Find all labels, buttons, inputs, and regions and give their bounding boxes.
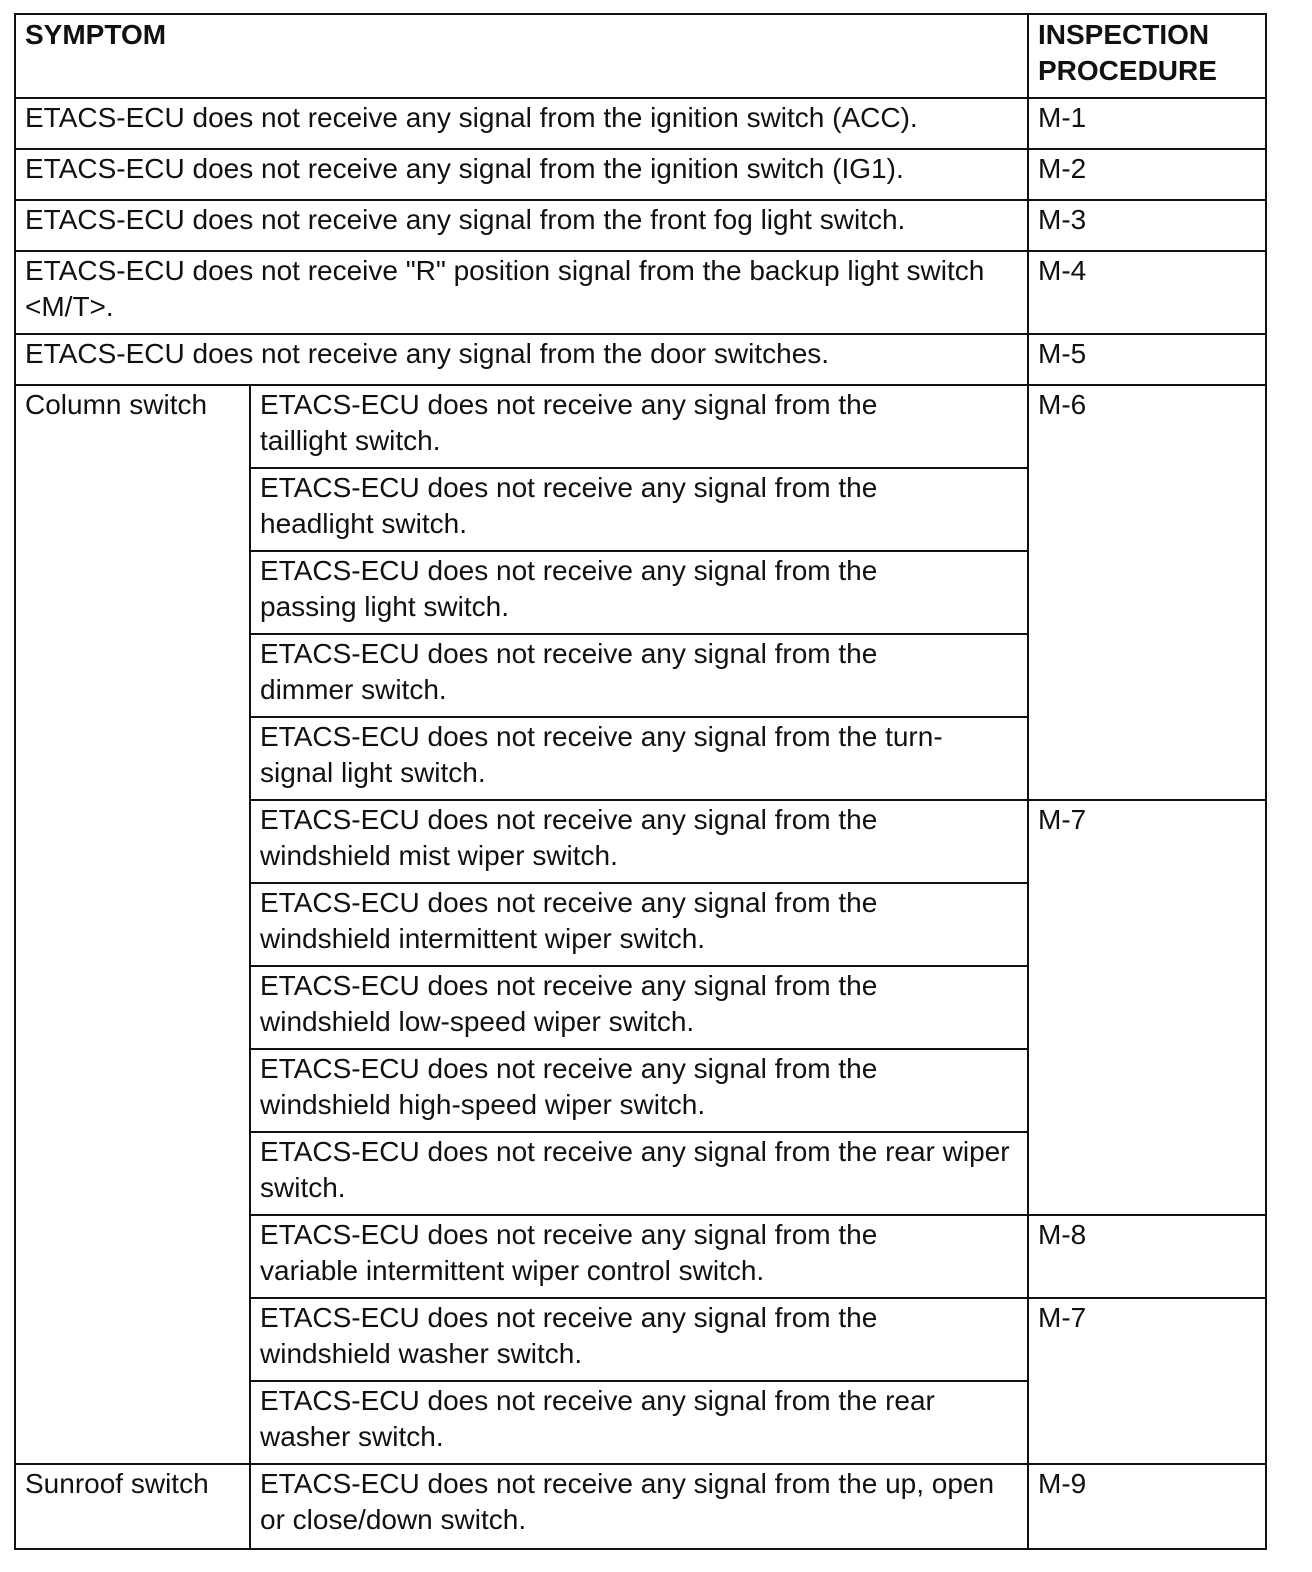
procedure-cell: M-9 <box>1028 1464 1266 1549</box>
table-row <box>15 149 1266 200</box>
procedure-cell: M-8 <box>1028 1215 1266 1298</box>
symptom-cell: ETACS-ECU does not receive any signal from the ignition switch (ACC). <box>15 98 1028 149</box>
symptom-cell: ETACS-ECU does not receive "R" position signal from the backup light switch <M/T>. <box>15 251 1028 334</box>
column-switch-item: ETACS-ECU does not receive any signal from the windshield intermittent wiper switch. <box>250 883 1028 966</box>
column-switch-item: ETACS-ECU does not receive any signal from the headlight switch. <box>250 468 1028 551</box>
procedure-cell: M-7 <box>1028 800 1266 1215</box>
column-switch-item: ETACS-ECU does not receive any signal from the taillight switch. <box>250 385 1028 468</box>
table-row <box>15 334 1266 385</box>
procedure-cell: M-2 <box>1028 149 1266 200</box>
procedure-cell: M-1 <box>1028 98 1266 149</box>
table-row <box>15 251 1266 334</box>
header-inspection-procedure: INSPECTION PROCEDURE <box>1028 14 1266 98</box>
symptom-cell: ETACS-ECU does not receive any signal from the door switches. <box>15 334 1028 385</box>
symptom-table <box>14 13 1267 1550</box>
table-row <box>15 200 1266 251</box>
procedure-cell: M-4 <box>1028 251 1266 334</box>
header-symptom: SYMPTOM <box>15 14 1028 98</box>
column-switch-item: ETACS-ECU does not receive any signal from the variable intermittent wiper control switch. <box>250 1215 1028 1298</box>
column-switch-label: Column switch <box>15 385 250 1464</box>
table-row <box>15 385 1266 468</box>
sunroof-switch-label: Sunroof switch <box>15 1464 250 1549</box>
column-switch-item: ETACS-ECU does not receive any signal from the rear washer switch. <box>250 1381 1028 1464</box>
symptom-cell: ETACS-ECU does not receive any signal from the front fog light switch. <box>15 200 1028 251</box>
procedure-cell: M-5 <box>1028 334 1266 385</box>
column-switch-item: ETACS-ECU does not receive any signal from the windshield high-speed wiper switch. <box>250 1049 1028 1132</box>
column-switch-item: ETACS-ECU does not receive any signal from the windshield mist wiper switch. <box>250 800 1028 883</box>
table-row <box>15 98 1266 149</box>
procedure-cell: M-3 <box>1028 200 1266 251</box>
column-switch-item: ETACS-ECU does not receive any signal from the passing light switch. <box>250 551 1028 634</box>
column-switch-item: ETACS-ECU does not receive any signal from the windshield low-speed wiper switch. <box>250 966 1028 1049</box>
column-switch-item: ETACS-ECU does not receive any signal from the windshield washer switch. <box>250 1298 1028 1381</box>
column-switch-item: ETACS-ECU does not receive any signal from the rear wiper switch. <box>250 1132 1028 1215</box>
table-row <box>15 1464 1266 1549</box>
column-switch-item: ETACS-ECU does not receive any signal from the turn-signal light switch. <box>250 717 1028 800</box>
procedure-cell: M-7 <box>1028 1298 1266 1464</box>
column-switch-item: ETACS-ECU does not receive any signal from the dimmer switch. <box>250 634 1028 717</box>
sunroof-switch-item: ETACS-ECU does not receive any signal from the up, open or close/down switch. <box>250 1464 1028 1549</box>
procedure-cell: M-6 <box>1028 385 1266 800</box>
table-header-row <box>15 14 1266 98</box>
symptom-cell: ETACS-ECU does not receive any signal from the ignition switch (IG1). <box>15 149 1028 200</box>
